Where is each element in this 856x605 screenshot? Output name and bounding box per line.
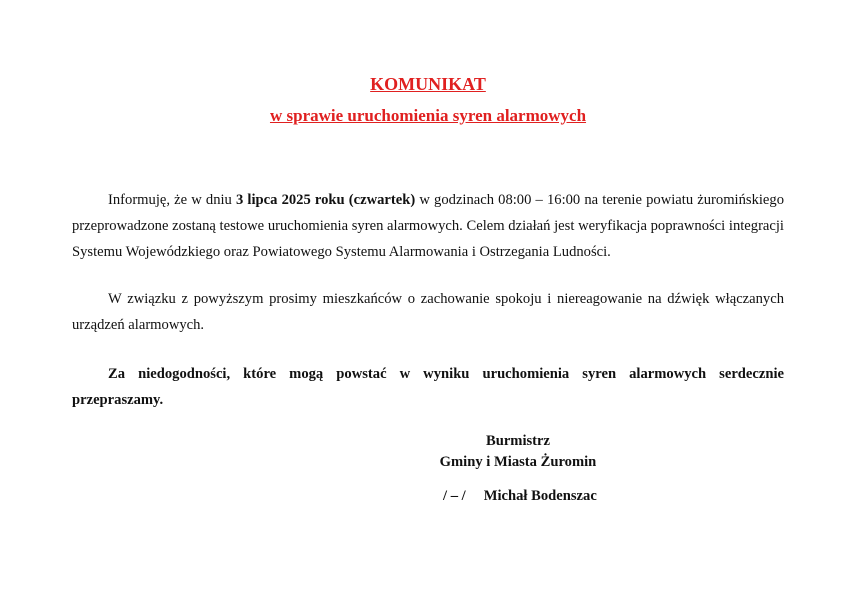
signature-line: [443, 485, 597, 507]
announcement-paragraph: [72, 187, 784, 265]
signature-role: Burmistrz: [485, 433, 551, 449]
signature-name: Michał Bodenszac: [483, 488, 597, 504]
apology-paragraph: Za niedogodności, które mogą powstać w wyniku uruchomienia syren alarmowych serdecznie przepraszamy.: [72, 366, 784, 408]
signature-office: Gminy i Miasta Żuromin: [439, 454, 597, 470]
signature-mark: / – /: [443, 488, 466, 504]
paragraph-intro: Informuję, że w dniu: [108, 192, 236, 208]
announcement-date: 3 lipca 2025 roku (czwartek): [236, 192, 416, 208]
document-subtitle: w sprawie uruchomienia syren alarmowych: [269, 106, 587, 125]
document-title: KOMUNIKAT: [370, 74, 486, 94]
request-paragraph: W związku z powyższym prosimy mieszkańców o zachowanie spokoju i niereagowanie na dźwięk włączanych urządzeń alarmowych.: [72, 291, 784, 333]
paragraph-details: w godzinach 08:00 – 16:00 na terenie powiatu żuromińskiego przeprowadzone zostaną testowe uruchomienia syren alarmowych. Celem działań jest weryfikacja poprawności integracji Systemu Wojewódzkiego oraz Powiatowego Systemu Alarmowania i Ostrzegania Ludności.: [72, 192, 784, 260]
